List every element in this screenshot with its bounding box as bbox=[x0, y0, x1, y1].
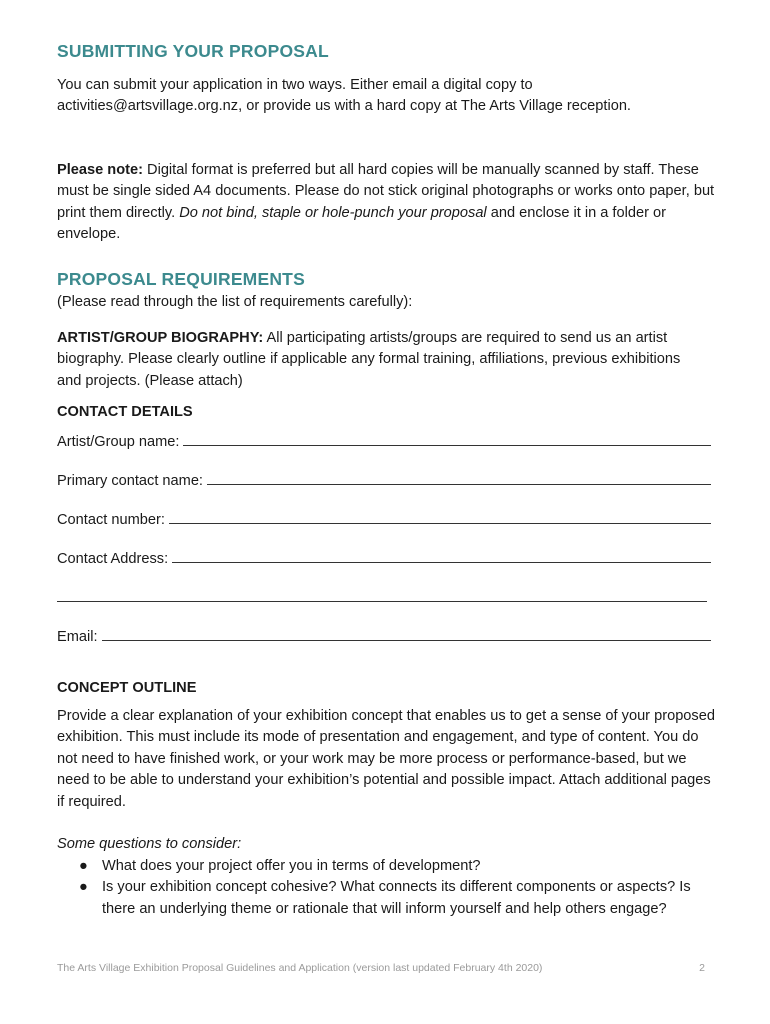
primary-contact-field[interactable] bbox=[57, 467, 711, 489]
list-item bbox=[57, 877, 717, 920]
primary-contact-label: Primary contact name: bbox=[57, 473, 203, 489]
concept-paragraph: Provide a clear explanation of your exhibition concept that enables us to get a sense of your proposed exhibition. This must include its mode of presentation and engagement, and type of content. You do not need to have finished work, or your work may be more process or performance-based, but we need to be able to understand your exhibition’s potential and possible impact. Attach additional pages if required. bbox=[57, 708, 715, 810]
primary-contact-input-line[interactable] bbox=[207, 483, 711, 485]
contact-heading: CONTACT DETAILS bbox=[57, 404, 193, 420]
questions-intro bbox=[57, 834, 717, 855]
question-text: What does your project offer you in terms of development? bbox=[102, 858, 481, 874]
email-input-line[interactable] bbox=[102, 639, 711, 641]
contact-address-input-line[interactable] bbox=[172, 561, 711, 563]
email-field[interactable] bbox=[57, 623, 711, 645]
footer-text: The Arts Village Exhibition Proposal Guidelines and Application (version last updated February 4th 2020) bbox=[57, 962, 543, 974]
contact-address-second-line[interactable] bbox=[57, 601, 707, 602]
contact-number-input-line[interactable] bbox=[169, 522, 711, 524]
contact-number-label: Contact number: bbox=[57, 512, 165, 528]
bullet-icon: ● bbox=[79, 858, 88, 874]
note-text-1: Digital format is preferred but all hard copies will be manually scanned by staff. These must be single sided A4 documents. Please do not stick original photographs or works onto paper, but print them directly. bbox=[57, 162, 715, 221]
list-item bbox=[57, 856, 717, 877]
biography-label: ARTIST/GROUP BIOGRAPHY: bbox=[57, 330, 264, 346]
requirements-heading: PROPOSAL REQUIREMENTS bbox=[57, 269, 305, 289]
biography-paragraph bbox=[57, 328, 687, 392]
biography-text: All participating artists/groups are required to send us an artist biography. Please clearly outline if applicable any formal training, affiliations, previous exhibitions and projects. (Please attach) bbox=[57, 330, 681, 389]
submitting-paragraph: You can submit your application in two ways. Either email a digital copy to activities@artsvillage.org.nz, or provide us with a hard copy at The Arts Village reception. bbox=[57, 77, 631, 115]
note-italic: Do not bind, staple or hole-punch your proposal bbox=[179, 204, 487, 221]
questions-intro-text: Some questions to consider: bbox=[57, 836, 242, 852]
page-footer bbox=[57, 962, 705, 974]
submitting-heading: SUBMITTING YOUR PROPOSAL bbox=[57, 41, 329, 61]
contact-address-field[interactable] bbox=[57, 545, 711, 567]
question-text: Is your exhibition concept cohesive? What connects its different components or aspects? Is there an underlying theme or rationale that will inform yourself and help others engage? bbox=[102, 879, 691, 917]
bullet-icon: ● bbox=[79, 879, 88, 896]
note-text-2: and enclose it in a folder or envelope. bbox=[57, 204, 666, 243]
concept-heading: CONCEPT OUTLINE bbox=[57, 680, 197, 696]
note-label: Please note: bbox=[57, 162, 143, 178]
artist-name-input-line[interactable] bbox=[183, 444, 711, 446]
requirements-intro: (Please read through the list of requirements carefully): bbox=[57, 294, 413, 310]
email-label: Email: bbox=[57, 629, 98, 645]
contact-number-field[interactable] bbox=[57, 506, 711, 528]
submitting-note bbox=[57, 160, 717, 246]
contact-address-label: Contact Address: bbox=[57, 551, 169, 567]
artist-name-field[interactable] bbox=[57, 428, 711, 450]
page-number: 2 bbox=[699, 962, 705, 974]
artist-name-label: Artist/Group name: bbox=[57, 434, 180, 450]
questions-list bbox=[57, 856, 717, 920]
